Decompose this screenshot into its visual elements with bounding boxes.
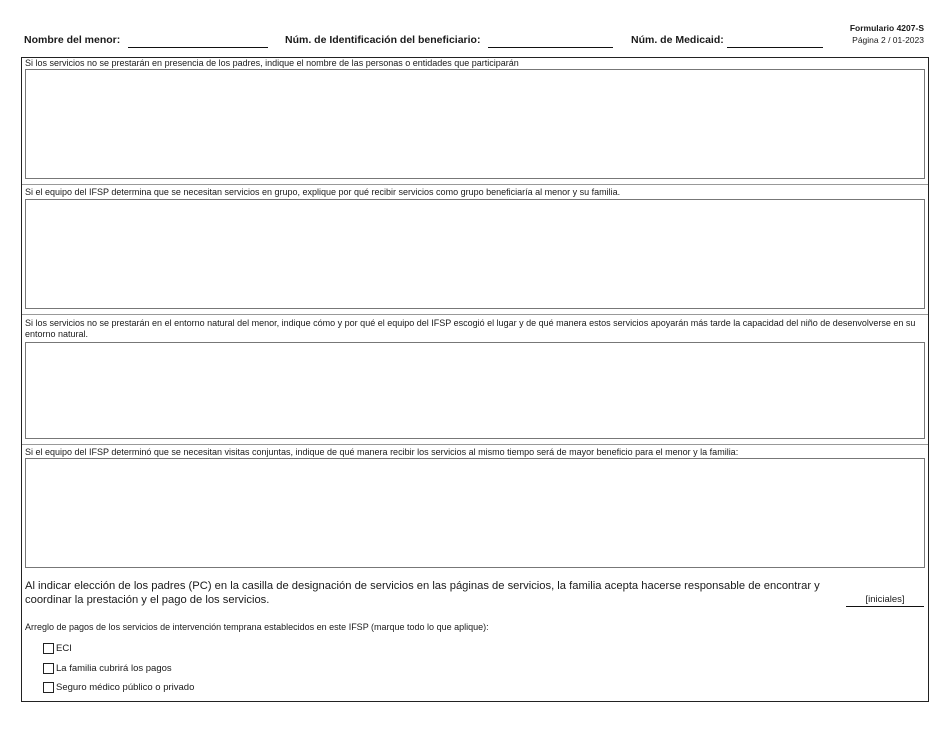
section-3-textbox[interactable]: [25, 342, 925, 439]
form-id-block: [850, 22, 924, 46]
checkbox[interactable]: [43, 643, 54, 654]
option-label: Seguro médico público o privado: [56, 682, 195, 693]
beneficiary-id-field[interactable]: [488, 47, 613, 48]
initials-field[interactable]: [iniciales]: [846, 594, 924, 607]
form-number: Formulario 4207-S: [849, 23, 924, 33]
section-3-prompt: Si los servicios no se prestarán en el entorno natural del menor, indique cómo y por qué el equipo del IFSP escogió el lugar y de qué manera estos servicios apoyarán más tarde la capacidad del niño de desenvolverse en su entorno natural.: [25, 318, 916, 339]
payment-option-family[interactable]: [43, 663, 172, 674]
section-4-prompt: Si el equipo del IFSP determinó que se necesitan visitas conjuntas, indique de qué manera recibir los servicios al mismo tiempo será de mayor beneficio para el menor y la familia:: [25, 447, 739, 457]
section-divider: [22, 444, 928, 445]
medicaid-field[interactable]: [727, 47, 823, 48]
section-divider: [22, 184, 928, 185]
parent-choice-statement: Al indicar elección de los padres (PC) en la casilla de designación de servicios en las páginas de servicios, la familia acepta hacerse responsable de encontrar y coordinar la prestación y el pago de los servicios.: [25, 580, 820, 606]
section-2-textbox[interactable]: [25, 199, 925, 309]
section-divider: [22, 314, 928, 315]
option-label: La familia cubrirá los pagos: [56, 663, 172, 674]
option-label: ECI: [56, 643, 72, 654]
checkbox[interactable]: [43, 682, 54, 693]
checkbox[interactable]: [43, 663, 54, 674]
beneficiary-id-label: Núm. de Identificación del beneficiario:: [285, 34, 481, 46]
payment-label: Arreglo de pagos de los servicios de intervención temprana establecidos en este IFSP (marque todo lo que aplique):: [25, 622, 489, 632]
section-1-prompt: Si los servicios no se prestarán en presencia de los padres, indique el nombre de las personas o entidades que participarán: [25, 58, 519, 68]
child-name-field[interactable]: [128, 47, 268, 48]
section-2-prompt: Si el equipo del IFSP determina que se necesitan servicios en grupo, explique por qué recibir servicios como grupo beneficiaría al menor y su familia.: [25, 187, 621, 197]
section-1-textbox[interactable]: [25, 69, 925, 179]
payment-option-eci[interactable]: [43, 643, 72, 654]
medicaid-label: Núm. de Medicaid:: [631, 34, 724, 46]
payment-option-insurance[interactable]: [43, 682, 194, 693]
section-4-textbox[interactable]: [25, 458, 925, 568]
page-info: Página 2 / 01-2023: [852, 35, 924, 45]
child-name-label: Nombre del menor:: [24, 34, 121, 46]
